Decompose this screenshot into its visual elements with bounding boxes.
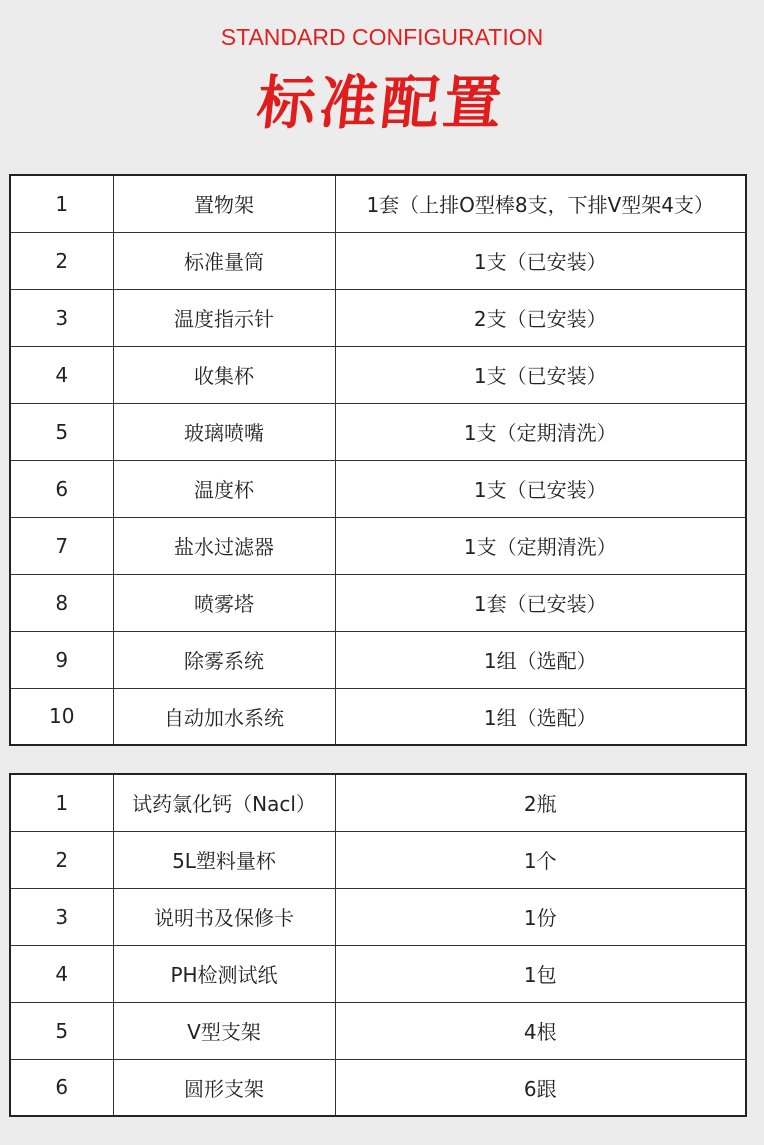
table-row [10,346,746,403]
row-number: 2 [10,232,113,289]
item-quantity: 1包 [335,945,746,1002]
section-title: 标准配置 [253,69,510,137]
section-subtitle: STANDARD CONFIGURATION [220,24,544,50]
item-name: 圆形支架 [113,1059,335,1116]
table-row [10,574,746,631]
table-row [10,289,746,346]
table-row [10,1002,746,1059]
row-number: 6 [10,1059,113,1116]
table-row [10,1059,746,1116]
item-name: 除雾系统 [113,631,335,688]
row-number: 9 [10,631,113,688]
item-quantity: 1支（定期清洗） [335,517,746,574]
table-row [10,774,746,831]
item-quantity: 1份 [335,888,746,945]
table-row [10,460,746,517]
row-number: 1 [10,774,113,831]
table-row [10,232,746,289]
row-number: 3 [10,289,113,346]
item-name: PH检测试纸 [113,945,335,1002]
item-quantity: 1组（选配） [335,688,746,745]
item-quantity: 1支（已安装） [335,232,746,289]
table-row [10,831,746,888]
item-quantity: 1个 [335,831,746,888]
item-name: 自动加水系统 [113,688,335,745]
row-number: 5 [10,403,113,460]
item-quantity: 4根 [335,1002,746,1059]
item-name: 温度杯 [113,460,335,517]
item-name: 收集杯 [113,346,335,403]
row-number: 1 [10,175,113,232]
item-quantity: 6跟 [335,1059,746,1116]
item-name: 玻璃喷嘴 [113,403,335,460]
item-quantity: 1支（已安装） [335,460,746,517]
item-quantity: 1支（已安装） [335,346,746,403]
row-number: 5 [10,1002,113,1059]
item-name: V型支架 [113,1002,335,1059]
row-number: 2 [10,831,113,888]
table-row [10,631,746,688]
table-row [10,517,746,574]
item-quantity: 1套（已安装） [335,574,746,631]
item-quantity: 1组（选配） [335,631,746,688]
row-number: 10 [10,688,113,745]
table-row [10,403,746,460]
row-number: 4 [10,945,113,1002]
item-name: 试药氯化钙（Nacl） [113,774,335,831]
accessories-table [9,773,747,1117]
item-quantity: 1套（上排O型棒8支，下排V型架4支） [335,175,746,232]
item-name: 说明书及保修卡 [113,888,335,945]
item-name: 温度指示针 [113,289,335,346]
item-quantity: 2瓶 [335,774,746,831]
row-number: 7 [10,517,113,574]
table-row [10,688,746,745]
table-row [10,175,746,232]
row-number: 3 [10,888,113,945]
row-number: 8 [10,574,113,631]
row-number: 4 [10,346,113,403]
table-row [10,945,746,1002]
item-name: 标准量筒 [113,232,335,289]
item-name: 喷雾塔 [113,574,335,631]
table-row [10,888,746,945]
item-quantity: 2支（已安装） [335,289,746,346]
row-number: 6 [10,460,113,517]
item-name: 置物架 [113,175,335,232]
item-name: 5L塑料量杯 [113,831,335,888]
item-quantity: 1支（定期清洗） [335,403,746,460]
standard-config-table [9,174,747,746]
item-name: 盐水过滤器 [113,517,335,574]
